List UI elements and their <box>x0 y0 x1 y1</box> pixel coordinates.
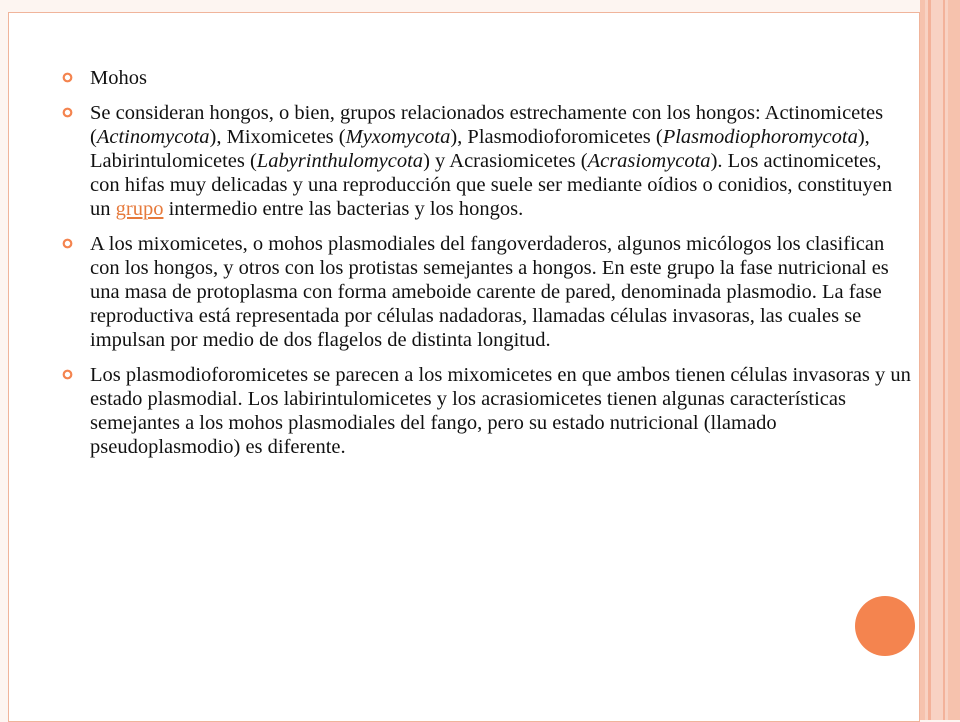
grupo-link[interactable]: grupo <box>115 198 164 220</box>
bullet-text: A los mixomicetes, o mohos plasmodiales del fangoverdaderos, algunos micólogos los clasifican con los hongos, y otros con los protistas semejantes a hongos. En este grupo la fase nutricional es una masa de protoplasma con forma ameboide carente de pared, denominada plasmodio. La fase reproductiva está representada por células nadadoras, llamadas células invasoras, las cuales se impulsan por medio de dos flagelos de distinta longitud. <box>90 233 889 351</box>
bullet-mixomicetes <box>62 232 912 352</box>
bullet-text: Los plasmodioforomicetes se parecen a los mixomicetes en que ambos tienen células invasoras y un estado plasmodial. Los labirintulomicetes y los acrasiomicetes tienen algunas características semejantes a los mohos plasmodiales del fango, pero su estado nutricional (llamado pseudoplasmodio) es diferente. <box>90 364 911 458</box>
bullet-text: intermedio entre las bacterias y los hongos. <box>163 198 524 220</box>
bullet-text: ), Plasmodioforomicetes ( <box>450 126 663 148</box>
decorative-circle-icon <box>855 596 915 656</box>
bullet-text: ) y Acrasiomicetes ( <box>423 150 588 172</box>
bullet-text: ), Mixomicetes ( <box>209 126 346 148</box>
bullet-text: Mohos <box>90 67 147 89</box>
taxon-name: Plasmodiophoromycota <box>662 126 858 148</box>
bullet-text: ). Los actinomicetes, con hifas muy delicadas y una reproducción que suele ser mediante oídios o conidios, constituyen un <box>90 150 893 220</box>
bullet-classification <box>62 101 912 221</box>
stripe <box>943 0 945 720</box>
stripe <box>948 0 960 720</box>
stripe <box>920 0 925 720</box>
taxon-name: Myxomycota <box>345 126 451 148</box>
ring-bullet-icon <box>62 238 73 249</box>
taxon-name: Actinomycota <box>96 126 210 148</box>
bullet-text: Se consideran hongos, o bien, grupos relacionados estrechamente con los hongos: Actinomicetes ( <box>90 102 884 148</box>
taxon-name: Labyrinthulomycota <box>256 150 424 172</box>
bullet-text: ), Labirintulomicetes ( <box>90 126 870 172</box>
slide-content <box>62 66 912 470</box>
bullet-plasmodioforomicetes <box>62 363 912 459</box>
bullet-mohos <box>62 66 912 90</box>
ring-bullet-icon <box>62 107 73 118</box>
stripe <box>934 0 941 720</box>
ring-bullet-icon <box>62 369 73 380</box>
right-decorative-stripes <box>920 0 960 720</box>
ring-bullet-icon <box>62 72 73 83</box>
stripe <box>928 0 931 720</box>
taxon-name: Acrasiomycota <box>587 150 711 172</box>
